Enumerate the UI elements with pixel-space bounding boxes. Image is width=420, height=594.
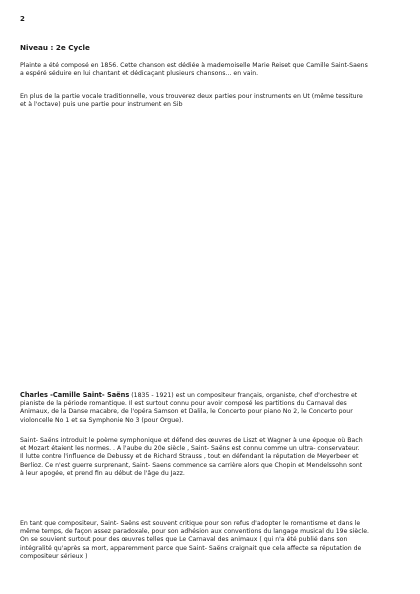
influence-line: Saint- Saëns introduit le poème symphonique et défend des œuvres de Liszt et Wagner à une époque où Bach <box>20 437 363 444</box>
composer-line: compositeur sérieux ) <box>20 552 88 560</box>
composer-name: Charles -Camille Saint- Saëns <box>20 391 130 399</box>
influence-line: à leur apogée, et prend fin au début de l'âge du Jazz. <box>20 469 185 477</box>
intro-line: Plainte a été composé en 1856. Cette chanson est dédiée à mademoiselle Marie Reiset que Camille Saint-Saens <box>20 62 368 69</box>
parts-line: et à l'octave) puis une partie pour instrument en Sib <box>20 101 183 109</box>
page-number: 2 <box>20 15 25 23</box>
intro-paragraph <box>20 62 400 78</box>
composer-line: On se souvient surtout pour des œuvres telles que Le Carnaval des animaux ( qui n'a été publié dans son <box>20 536 348 544</box>
parts-line: En plus de la partie vocale traditionnelle, vous trouverez deux parties pour instruments en Ut (même tessiture <box>20 93 363 100</box>
bio-paragraph <box>20 391 400 425</box>
bio-line: Animaux, de la Danse macabre, de l'opéra Samson et Dalila, le Concerto pour piano No 2, le Concerto pour <box>20 408 353 416</box>
influence-paragraph <box>20 437 400 478</box>
parts-paragraph <box>20 93 400 109</box>
composer-line: intégralité qu'après sa mort, apparemment parce que Saint- Saëns craignait que cela affecte sa réputation de <box>20 544 362 552</box>
bio-first-line <box>20 391 400 400</box>
influence-line: Berlioz. Ce n'est guerre surprenant, Saint- Saens commence sa carrière alors que Chopin et Mendelssohn sont <box>20 461 363 469</box>
composer-paragraph <box>20 520 400 561</box>
bio-line: pianiste de la période romantique. Il est surtout connu pour avoir composé les partitions du Carnaval des <box>20 400 347 408</box>
influence-line: et Mozart étaient les normes. . À l'aube du 20e siècle , Saint- Saëns est connu comme un ultra- conservateur. <box>20 445 360 453</box>
intro-line: a espéré séduire en lui chantant et dédicaçant plusieurs chansons... en vain. <box>20 70 259 78</box>
bio-line: violoncelle No 1 et sa Symphonie No 3 (pour Orgue). <box>20 416 184 424</box>
bio-first-line-rest: (1835 - 1921) est un compositeur français, organiste, chef d'orchestre et <box>129 392 358 399</box>
level-heading: Niveau : 2e Cycle <box>20 43 90 52</box>
influence-line: Il lutte contre l'influence de Debussy et de Richard Strauss , tout en défendant la réputation de Meyerbeer et <box>20 453 359 461</box>
composer-line: En tant que compositeur, Saint- Saëns est souvent critique pour son refus d'adopter le romantisme et dans le <box>20 520 361 527</box>
composer-line: même temps, de façon assez paradoxale, pour son adhésion aux conventions du langage musical du 19e siècle. <box>20 528 370 536</box>
